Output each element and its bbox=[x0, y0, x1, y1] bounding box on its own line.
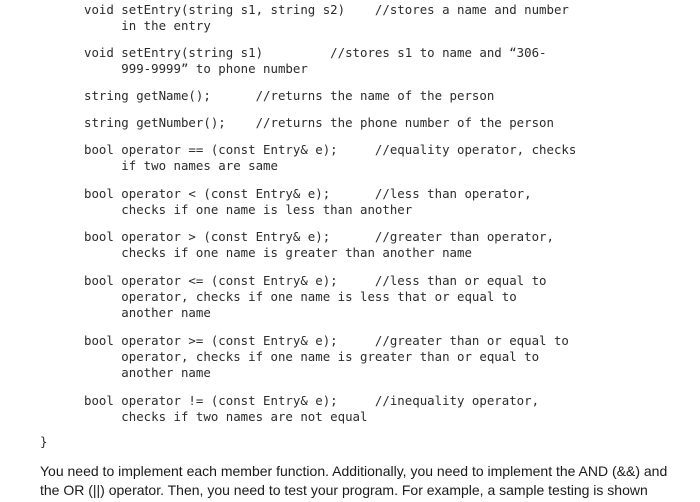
code-line: checks if one name is greater than another name bbox=[84, 245, 472, 260]
code-line: in the entry bbox=[84, 18, 211, 33]
code-line: checks if one name is less than another bbox=[84, 202, 413, 217]
paragraph-line: the OR (||) operator. Then, you need to test your program. For example, a sample testing is shown bbox=[40, 482, 648, 498]
code-line: void setEntry(string s1) //stores s1 to name and “306- bbox=[84, 45, 547, 60]
code-line: if two names are same bbox=[84, 158, 278, 173]
code-line: bool operator != (const Entry& e); //inequality operator, bbox=[84, 393, 540, 408]
code-line: string getNumber(); //returns the phone number of the person bbox=[84, 115, 554, 130]
code-line: bool operator == (const Entry& e); //equality operator, checks bbox=[84, 142, 577, 157]
closing-brace: } bbox=[40, 434, 48, 449]
paragraph-line: You need to implement each member function. Additionally, you need to implement the AND (&&) and bbox=[40, 463, 668, 479]
code-line: bool operator < (const Entry& e); //less than operator, bbox=[84, 186, 532, 201]
code-line: checks if two names are not equal bbox=[84, 409, 368, 424]
code-line: string getName(); //returns the name of the person bbox=[84, 88, 495, 103]
code-line: 999-9999” to phone number bbox=[84, 61, 308, 76]
code-line: bool operator <= (const Entry& e); //less than or equal to bbox=[84, 273, 547, 288]
code-line: bool operator >= (const Entry& e); //greater than or equal to bbox=[84, 333, 569, 348]
code-line: operator, checks if one name is greater than or equal to bbox=[84, 349, 540, 364]
code-line: void setEntry(string s1, string s2) //stores a name and number bbox=[84, 2, 569, 17]
code-line: another name bbox=[84, 365, 211, 380]
code-line: another name bbox=[84, 305, 211, 320]
code-line: operator, checks if one name is less that or equal to bbox=[84, 289, 517, 304]
code-line: bool operator > (const Entry& e); //greater than operator, bbox=[84, 229, 554, 244]
